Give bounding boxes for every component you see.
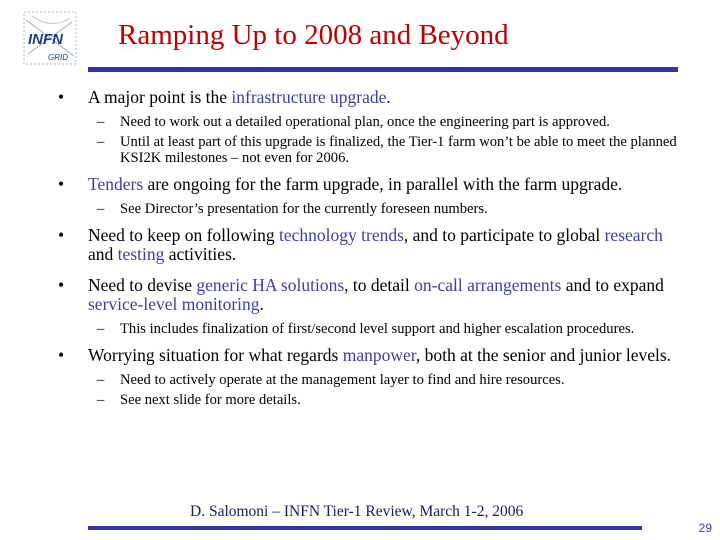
sub-bullet-text: Need to work out a detailed operational plan, once the engineering part is approved. <box>120 114 610 130</box>
sub-bullet-item <box>97 201 678 217</box>
highlighted-text: testing <box>117 244 165 264</box>
dash-icon: – <box>97 114 105 130</box>
bullet-item <box>58 276 678 314</box>
highlighted-text: on-call arrangements <box>414 275 562 295</box>
highlighted-text: technology trends <box>279 225 404 245</box>
bullet-text: , both at the senior and junior levels. <box>415 345 672 365</box>
highlighted-text: service-level monitoring <box>88 294 260 314</box>
bullet-text: , and to participate to global <box>403 225 605 245</box>
bullet-dot-icon: • <box>58 345 65 365</box>
footer-rule <box>88 526 642 530</box>
bullet-dot-icon: • <box>58 225 65 245</box>
bullet-item <box>58 175 678 194</box>
dash-icon: – <box>97 201 105 217</box>
bullet-text: . <box>386 87 391 107</box>
sub-bullet-text: See next slide for more details. <box>120 392 301 408</box>
title-rule <box>88 67 678 72</box>
bullet-list <box>58 88 678 417</box>
bullet-text: and <box>88 244 118 264</box>
bullet-text: are ongoing for the farm upgrade, in parallel with the farm upgrade. <box>143 174 623 194</box>
page-number: 29 <box>698 521 712 535</box>
highlighted-text: research <box>604 225 663 245</box>
dash-icon: – <box>97 134 105 150</box>
bullet-dot-icon: • <box>58 275 65 295</box>
sub-bullet-text: Until at least part of this upgrade is finalized, the Tier-1 farm won’t be able to meet the planned KSI2K milestones – not even for 2006. <box>120 134 677 166</box>
bullet-text: Need to keep on following <box>88 225 279 245</box>
sub-bullet-item <box>97 372 678 388</box>
bullet-text: Worrying situation for what regards <box>88 345 343 365</box>
bullet-text: Need to devise <box>88 275 197 295</box>
dash-icon: – <box>97 392 105 408</box>
bullet-text: A major point is the <box>88 87 232 107</box>
bullet-text: and to expand <box>561 275 664 295</box>
logo-sub-text: GRID <box>48 53 68 62</box>
bullet-dot-icon: • <box>58 174 65 194</box>
highlighted-text: generic HA solutions <box>196 275 345 295</box>
sub-bullet-text: This includes finalization of first/second level support and higher escalation procedures. <box>120 321 635 337</box>
dash-icon: – <box>97 372 105 388</box>
bullet-text: activities. <box>164 244 237 264</box>
bullet-item <box>58 226 678 264</box>
sub-bullet-item <box>97 134 678 166</box>
highlighted-text: infrastructure upgrade <box>231 87 387 107</box>
footer-text: D. Salomoni – INFN Tier-1 Review, March 1-2, 2006 <box>190 503 524 520</box>
bullet-item <box>58 88 678 107</box>
bullet-item <box>58 346 678 365</box>
sub-bullet-text: Need to actively operate at the management layer to find and hire resources. <box>120 372 565 388</box>
slide-title: Ramping Up to 2008 and Beyond <box>118 19 509 51</box>
bullet-dot-icon: • <box>58 87 65 107</box>
logo-main-text: INFN <box>28 31 63 48</box>
sub-bullet-text: See Director’s presentation for the currently foreseen numbers. <box>120 201 488 217</box>
sub-bullet-item <box>97 114 678 130</box>
infn-grid-logo <box>22 10 78 66</box>
infn-grid-logo-icon <box>22 10 78 66</box>
highlighted-text: manpower <box>342 345 416 365</box>
sub-bullet-item <box>97 321 678 337</box>
dash-icon: – <box>97 321 105 337</box>
bullet-text: , to detail <box>344 275 415 295</box>
highlighted-text: Tenders <box>88 174 144 194</box>
sub-bullet-item <box>97 392 678 408</box>
bullet-text: . <box>259 294 264 314</box>
